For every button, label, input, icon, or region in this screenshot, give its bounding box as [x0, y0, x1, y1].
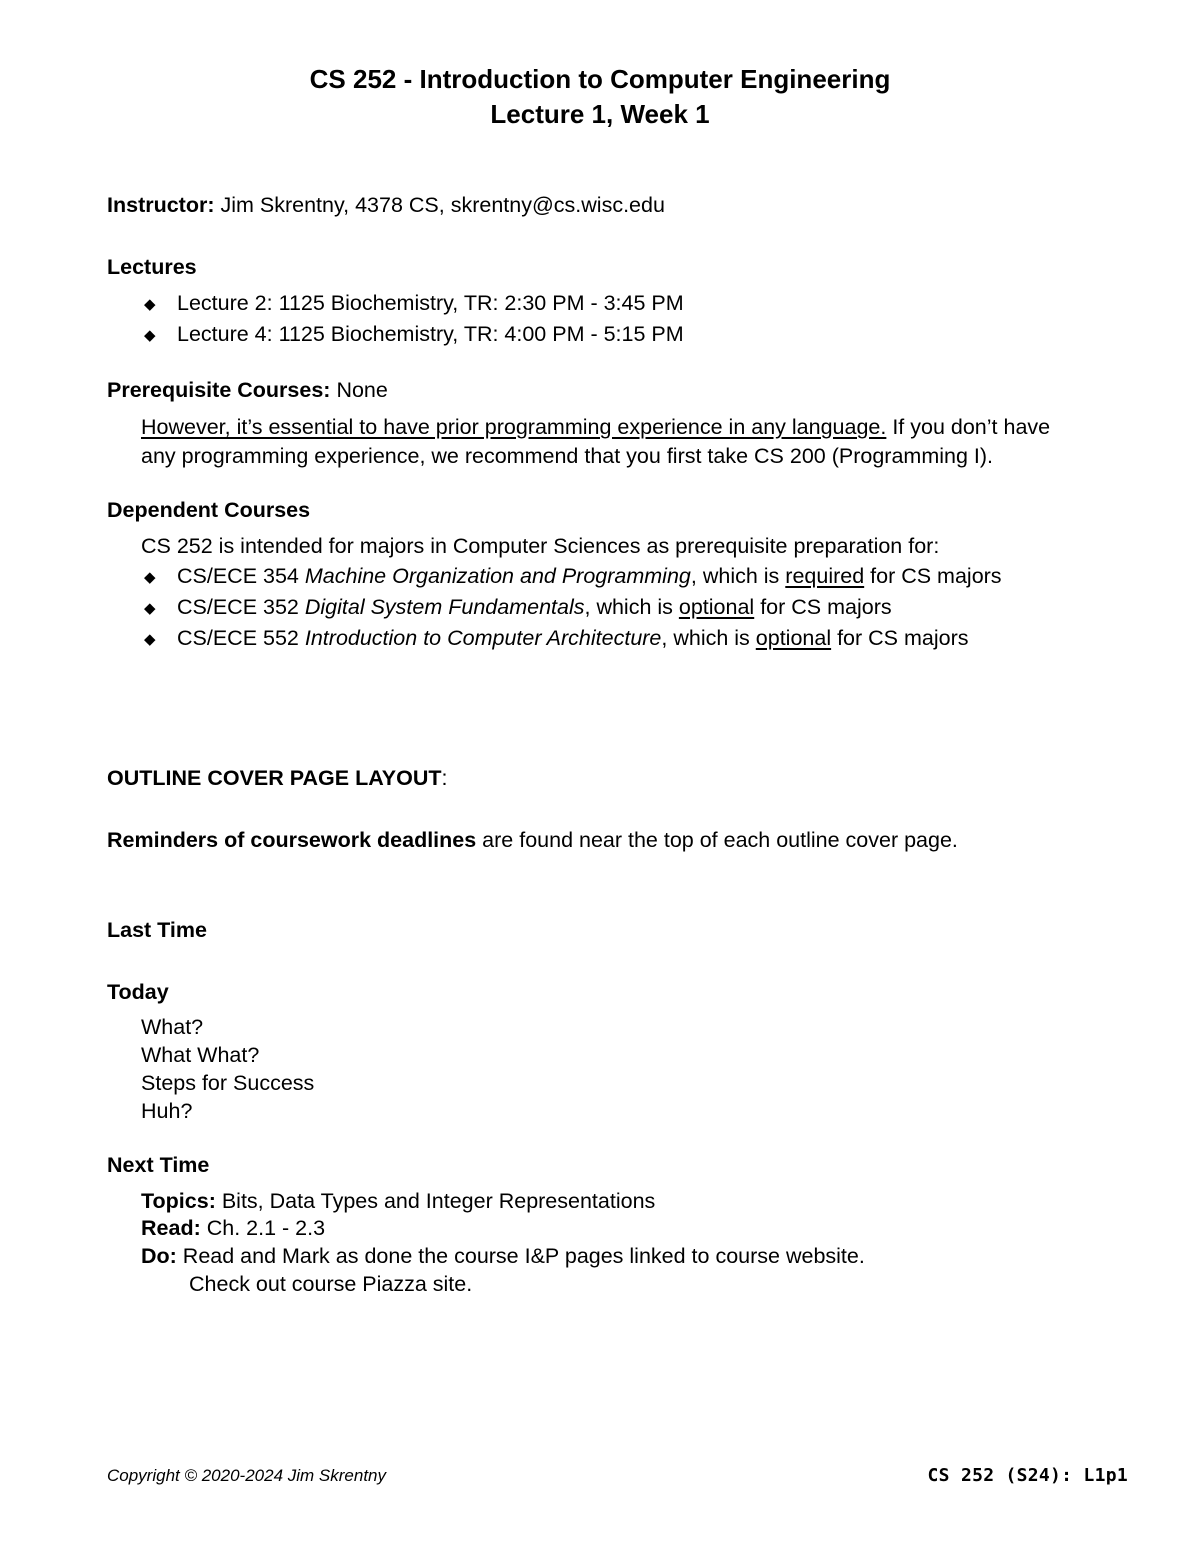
bullet-icon: ◆ [144, 569, 156, 586]
footer-copyright: Copyright © 2020-2024 Jim Skrentny [107, 1466, 386, 1485]
instructor-value: Jim Skrentny, 4378 CS, skrentny@cs.wisc.edu [220, 193, 665, 217]
prereq-value: None [336, 378, 388, 402]
bullet-icon: ◆ [144, 327, 156, 344]
today-heading: Today [107, 980, 169, 1004]
prereq-note-rest: If you don’t have [886, 415, 1051, 439]
today-item-1: What? [141, 1015, 204, 1039]
prereq-emphasis: However, it’s essential to have prior programming experience in any language. [141, 415, 887, 439]
next-do-line2: Check out course Piazza site. [189, 1272, 473, 1296]
page-subtitle: Lecture 1, Week 1 [490, 99, 710, 129]
dependent-intro: CS 252 is intended for majors in Computer Sciences as prerequisite preparation for: [141, 534, 940, 558]
today-item-2: What What? [141, 1043, 260, 1067]
prereq-note-line2: any programming experience, we recommend that you first take CS 200 (Programming I). [141, 444, 994, 468]
next-do: Do: Read and Mark as done the course I&P pages linked to course website. [141, 1244, 865, 1268]
bullet-icon: ◆ [144, 296, 156, 313]
prereq-line [107, 378, 388, 403]
dependent-item-2: CS/ECE 352 Digital System Fundamentals, which is optional for CS majors [177, 595, 892, 619]
last-time-heading: Last Time [107, 918, 207, 942]
next-topics: Topics: Bits, Data Types and Integer Representations [141, 1189, 656, 1213]
dependent-item-3: CS/ECE 552 Introduction to Computer Architecture, which is optional for CS majors [177, 626, 969, 650]
instructor-line [107, 193, 665, 218]
dependent-heading: Dependent Courses [107, 498, 311, 522]
dependent-item-1: CS/ECE 354 Machine Organization and Programming, which is required for CS majors [177, 564, 1002, 588]
next-read: Read: Ch. 2.1 - 2.3 [141, 1216, 326, 1240]
bullet-icon: ◆ [144, 600, 156, 617]
prereq-label: Prerequisite Courses: [107, 378, 331, 402]
instructor-label: Instructor: [107, 193, 215, 217]
today-item-4: Huh? [141, 1099, 193, 1123]
bullet-icon: ◆ [144, 631, 156, 648]
outline-reminder: Reminders of coursework deadlines are found near the top of each outline cover page. [107, 828, 958, 852]
page-title: CS 252 - Introduction to Computer Engineering [309, 64, 891, 94]
next-time-heading: Next Time [107, 1153, 210, 1177]
lecture-item-1: Lecture 2: 1125 Biochemistry, TR: 2:30 PM - 3:45 PM [177, 291, 684, 315]
lectures-heading: Lectures [107, 255, 197, 279]
footer-page-code: CS 252 (S24): L1p1 [927, 1465, 1128, 1486]
prereq-note [141, 415, 1050, 440]
lecture-item-2: Lecture 4: 1125 Biochemistry, TR: 4:00 PM - 5:15 PM [177, 322, 684, 346]
outline-heading: OUTLINE COVER PAGE LAYOUT: [107, 766, 448, 790]
today-item-3: Steps for Success [141, 1071, 315, 1095]
